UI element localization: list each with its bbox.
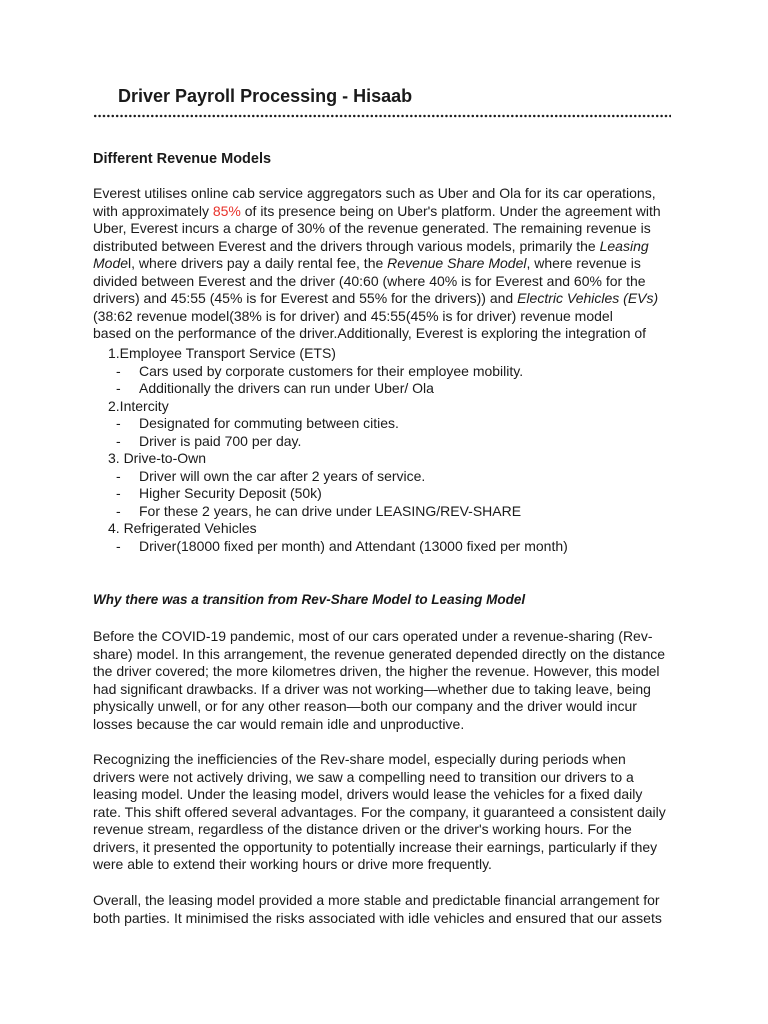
list-dash: - [116, 502, 121, 519]
text-line [93, 255, 693, 273]
text-line [93, 203, 693, 221]
text-line: based on the performance of the driver.Additionally, Everest is exploring the integration of [93, 325, 647, 341]
list-item: Driver will own the car after 2 years of service. [139, 467, 426, 484]
text-line [93, 290, 693, 308]
text-line: leasing model. Under the leasing model, drivers would lease the vehicles for a fixed daily [93, 786, 643, 802]
text-line: Overall, the leasing model provided a more stable and predictable financial arrangement for [93, 892, 660, 908]
dotted-divider [93, 114, 671, 118]
list-item: Designated for commuting between cities. [139, 415, 399, 431]
list-category: 2.Intercity [108, 397, 169, 414]
leasing-paragraph [93, 751, 693, 874]
italic-term: Leasing [599, 237, 649, 254]
list-dash: - [116, 362, 121, 379]
list-category: 4. Refrigerated Vehicles [108, 520, 257, 536]
list-item: For these 2 years, he can drive under LEASING/REV-SHARE [139, 502, 522, 519]
text-line: rate. This shift offered several advantages. For the company, it guaranteed a consistent daily [93, 803, 666, 820]
text-line: both parties. It minimised the risks associated with idle vehicles and ensured that our assets [93, 909, 662, 926]
text-line: revenue stream, regardless of the distance driven or the driver's working hours. For the [93, 821, 632, 837]
text-line: the driver covered; the more kilometres driven, the higher the revenue. However, this model [93, 663, 660, 679]
overall-paragraph [93, 892, 693, 927]
list-dash: - [116, 432, 121, 449]
list-category: 3. Drive-to-Own [108, 450, 207, 466]
text-line: drivers were not actively driving, we saw a compelling need to transition our drivers to a [93, 768, 634, 785]
list-dash: - [116, 537, 121, 554]
text-line: drivers, it presented the opportunity to potentially increase their earnings, particularly if they [93, 838, 658, 855]
list-dash: - [116, 380, 121, 396]
list-item: Higher Security Deposit (50k) [139, 485, 322, 501]
text-run: distributed between Everest and the drivers through various models, primarily the [93, 237, 600, 254]
text-run: of its presence being on Uber's platform. Under the agreement with [240, 202, 661, 219]
list-dash: - [116, 485, 121, 501]
text-run: with approximately [93, 202, 213, 219]
text-line: physically unwell, or for any other reason—both our company and the driver would incur [93, 698, 637, 714]
list-category: 1.Employee Transport Service (ETS) [108, 345, 336, 361]
text-line: Before the COVID-19 pandemic, most of our cars operated under a revenue-sharing (Rev- [93, 628, 653, 644]
list-item: Additionally the drivers can run under Uber/ Ola [139, 380, 434, 396]
text-line: Uber, Everest incurs a charge of 30% of the revenue generated. The remaining revenue is [93, 220, 651, 236]
list-item: Driver is paid 700 per day. [139, 432, 302, 449]
text-run: l, where drivers pay a daily rental fee, the [128, 255, 388, 271]
text-line: Everest utilises online cab service aggregators such as Uber and Ola for its car operations, [93, 185, 656, 201]
text-line: had significant drawbacks. If a driver was not working—whether due to taking leave, being [93, 680, 651, 697]
text-line: divided between Everest and the driver (40:60 (where 40% is for Everest and 60% for the [93, 272, 646, 289]
list-item: Driver(18000 fixed per month) and Attendant (13000 fixed per month) [139, 537, 568, 554]
text-run: , where revenue is [526, 255, 641, 271]
section-heading: Different Revenue Models [93, 151, 272, 167]
covid-paragraph [93, 628, 693, 733]
intro-paragraph [93, 185, 693, 343]
text-run: drivers) and 45:55 (45% is for Everest and 55% for the drivers)) and [93, 290, 518, 306]
list-dash: - [116, 415, 121, 431]
list-item: Cars used by corporate customers for their employee mobility. [139, 362, 524, 379]
text-line [93, 238, 693, 256]
text-line: losses because the car would remain idle and unproductive. [93, 715, 465, 732]
text-line: Recognizing the inefficiencies of the Rev-share model, especially during periods when [93, 751, 626, 767]
italic-term: Electric Vehicles (EVs) [517, 290, 659, 306]
text-line: (38:62 revenue model(38% is for driver) and 45:55(45% is for driver) revenue model [93, 307, 613, 324]
list-dash: - [116, 467, 121, 484]
document-title: Driver Payroll Processing - Hisaab [118, 86, 413, 106]
transition-heading: Why there was a transition from Rev-Share Model to Leasing Model [93, 592, 526, 607]
italic-term: Revenue Share Model [387, 255, 527, 271]
highlight-percentage: 85% [212, 202, 241, 219]
text-line: share) model. In this arrangement, the revenue generated depended directly on the distance [93, 645, 666, 662]
italic-term: Mode [93, 255, 129, 271]
text-line: were able to extend their working hours or drive more frequently. [93, 856, 492, 872]
